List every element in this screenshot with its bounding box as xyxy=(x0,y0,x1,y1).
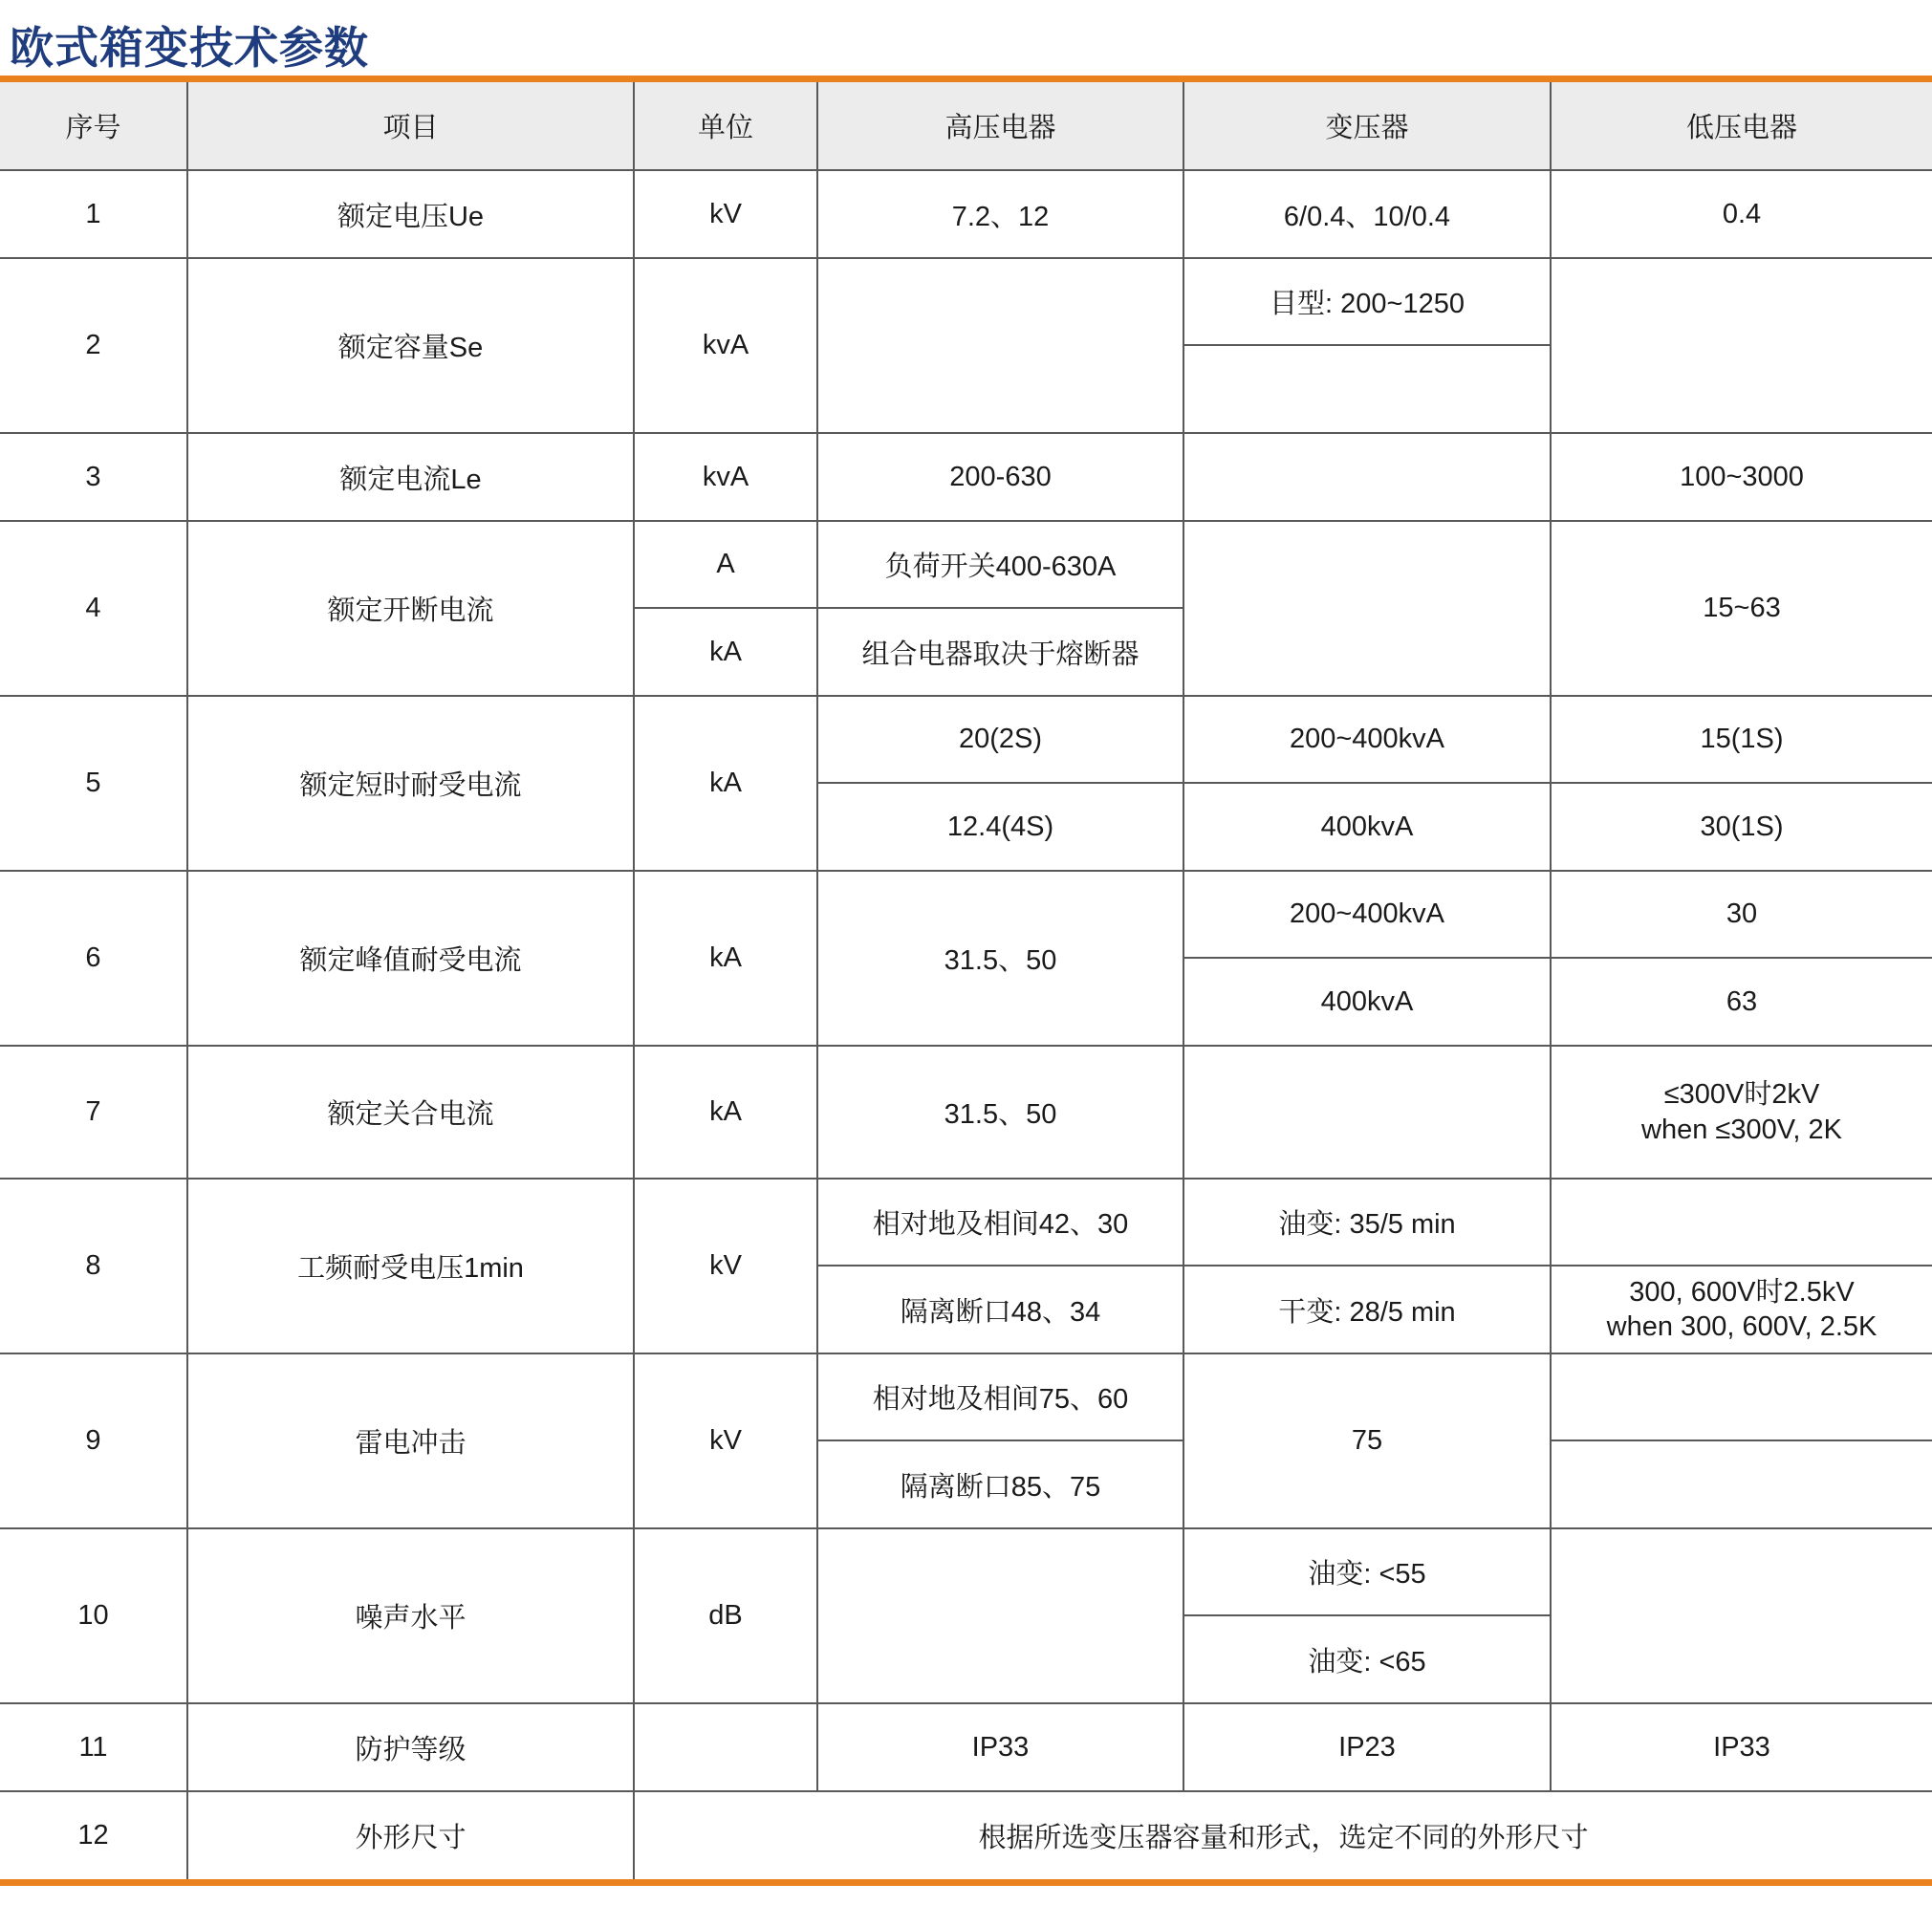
cell-6-no: 6 xyxy=(0,871,187,1046)
cell-12-merged: 根据所选变压器容量和形式，选定不同的外形尺寸 xyxy=(634,1791,1932,1879)
cell-8-no: 8 xyxy=(0,1179,187,1353)
cell-1-item: 额定电压Ue xyxy=(187,170,634,258)
cell-7-item: 额定关合电流 xyxy=(187,1046,634,1179)
cell-6-hv: 31.5、50 xyxy=(817,871,1183,1046)
cell-8-lv-bottom-line2: when 300, 600V, 2.5K xyxy=(1606,1311,1878,1342)
cell-11-unit-empty xyxy=(634,1703,817,1791)
cell-5-lv-bottom: 30(1S) xyxy=(1551,783,1932,871)
cell-9-hv-top: 相对地及相间75、60 xyxy=(817,1353,1183,1440)
cell-4-item: 额定开断电流 xyxy=(187,521,634,696)
cell-9-transformer: 75 xyxy=(1183,1353,1551,1528)
cell-9-lv-bottom-empty xyxy=(1551,1440,1932,1528)
cell-10-item: 噪声水平 xyxy=(187,1528,634,1703)
cell-8-lv-top-empty xyxy=(1551,1179,1932,1266)
row-7 xyxy=(0,1046,1932,1179)
header-hv: 高压电器 xyxy=(817,82,1183,170)
cell-9-no: 9 xyxy=(0,1353,187,1528)
row-6 xyxy=(0,871,1932,958)
page-title: 欧式箱变技术参数 xyxy=(10,23,369,73)
cell-6-lv-bottom: 63 xyxy=(1551,958,1932,1046)
cell-9-lv-top-empty xyxy=(1551,1353,1932,1440)
cell-10-transformer-bottom: 油变: <65 xyxy=(1183,1615,1551,1703)
row-11 xyxy=(0,1703,1932,1791)
cell-4-hv-top: 负荷开关400-630A xyxy=(817,521,1183,608)
cell-7-unit: kA xyxy=(634,1046,817,1179)
header-unit: 单位 xyxy=(634,82,817,170)
cell-12-item: 外形尺寸 xyxy=(187,1791,634,1879)
cell-10-hv-empty xyxy=(817,1528,1183,1703)
cell-11-hv: IP33 xyxy=(817,1703,1183,1791)
cell-8-lv-bottom xyxy=(1551,1266,1932,1353)
cell-8-hv-bottom: 隔离断口48、34 xyxy=(817,1266,1183,1353)
cell-8-transformer-top: 油变: 35/5 min xyxy=(1183,1179,1551,1266)
cell-2-lv-empty xyxy=(1551,258,1932,433)
cell-5-no: 5 xyxy=(0,696,187,871)
cell-11-lv: IP33 xyxy=(1551,1703,1932,1791)
row-1 xyxy=(0,170,1932,258)
cell-4-no: 4 xyxy=(0,521,187,696)
header-transformer: 变压器 xyxy=(1183,82,1551,170)
cell-1-no: 1 xyxy=(0,170,187,258)
cell-7-lv xyxy=(1551,1046,1932,1179)
cell-4-unit-bottom: kA xyxy=(634,608,817,696)
cell-8-item: 工频耐受电压1min xyxy=(187,1179,634,1353)
row-9 xyxy=(0,1353,1932,1440)
cell-2-no: 2 xyxy=(0,258,187,433)
tech-params-table xyxy=(0,82,1932,1879)
row-12 xyxy=(0,1791,1932,1879)
cell-6-item: 额定峰值耐受电流 xyxy=(187,871,634,1046)
cell-10-unit: dB xyxy=(634,1528,817,1703)
cell-1-hv: 7.2、12 xyxy=(817,170,1183,258)
cell-6-transformer-top: 200~400kvA xyxy=(1183,871,1551,958)
cell-5-unit: kA xyxy=(634,696,817,871)
cell-2-unit: kvA xyxy=(634,258,817,433)
cell-4-lv: 15~63 xyxy=(1551,521,1932,696)
cell-7-no: 7 xyxy=(0,1046,187,1179)
row-4 xyxy=(0,521,1932,608)
cell-5-hv-top: 20(2S) xyxy=(817,696,1183,783)
header-no: 序号 xyxy=(0,82,187,170)
row-5 xyxy=(0,696,1932,783)
cell-12-no: 12 xyxy=(0,1791,187,1879)
cell-6-transformer-bottom: 400kvA xyxy=(1183,958,1551,1046)
cell-7-transformer-empty xyxy=(1183,1046,1551,1179)
cell-11-transformer: IP23 xyxy=(1183,1703,1551,1791)
cell-11-item: 防护等级 xyxy=(187,1703,634,1791)
cell-7-lv-line1: ≤300V时2kV xyxy=(1663,1079,1820,1111)
cell-4-transformer-empty xyxy=(1183,521,1551,696)
cell-5-transformer-top: 200~400kvA xyxy=(1183,696,1551,783)
cell-8-unit: kV xyxy=(634,1179,817,1353)
cell-4-hv-bottom: 组合电器取决于熔断器 xyxy=(817,608,1183,696)
cell-8-hv-top: 相对地及相间42、30 xyxy=(817,1179,1183,1266)
cell-5-transformer-bottom: 400kvA xyxy=(1183,783,1551,871)
cell-1-transformer: 6/0.4、10/0.4 xyxy=(1183,170,1551,258)
row-3 xyxy=(0,433,1932,521)
cell-11-no: 11 xyxy=(0,1703,187,1791)
cell-7-hv: 31.5、50 xyxy=(817,1046,1183,1179)
cell-6-unit: kA xyxy=(634,871,817,1046)
cell-3-item: 额定电流Le xyxy=(187,433,634,521)
cell-10-no: 10 xyxy=(0,1528,187,1703)
top-accent-bar xyxy=(0,76,1932,82)
cell-1-unit: kV xyxy=(634,170,817,258)
cell-8-lv-bottom-line1: 300, 600V时2.5kV xyxy=(1629,1276,1855,1308)
cell-6-lv-top: 30 xyxy=(1551,871,1932,958)
header-lv: 低压电器 xyxy=(1551,82,1932,170)
header-row xyxy=(0,82,1932,170)
cell-5-item: 额定短时耐受电流 xyxy=(187,696,634,871)
cell-3-no: 3 xyxy=(0,433,187,521)
row-2 xyxy=(0,258,1932,345)
cell-2-hv-empty xyxy=(817,258,1183,433)
cell-3-unit: kvA xyxy=(634,433,817,521)
cell-2-transformer-top: 目型: 200~1250 xyxy=(1183,258,1551,345)
row-8 xyxy=(0,1179,1932,1266)
cell-8-transformer-bottom: 干变: 28/5 min xyxy=(1183,1266,1551,1353)
cell-10-lv-empty xyxy=(1551,1528,1932,1703)
cell-2-item: 额定容量Se xyxy=(187,258,634,433)
cell-10-transformer-top: 油变: <55 xyxy=(1183,1528,1551,1615)
row-10 xyxy=(0,1528,1932,1615)
header-item: 项目 xyxy=(187,82,634,170)
cell-3-lv: 100~3000 xyxy=(1551,433,1932,521)
cell-3-transformer-empty xyxy=(1183,433,1551,521)
cell-7-lv-line2: when ≤300V, 2K xyxy=(1641,1114,1842,1145)
cell-3-hv: 200-630 xyxy=(817,433,1183,521)
cell-9-unit: kV xyxy=(634,1353,817,1528)
cell-9-hv-bottom: 隔离断口85、75 xyxy=(817,1440,1183,1528)
cell-5-lv-top: 15(1S) xyxy=(1551,696,1932,783)
cell-2-transformer-bottom-empty xyxy=(1183,345,1551,433)
cell-5-hv-bottom: 12.4(4S) xyxy=(817,783,1183,871)
cell-1-lv: 0.4 xyxy=(1551,170,1932,258)
bottom-accent-bar xyxy=(0,1879,1932,1886)
cell-9-item: 雷电冲击 xyxy=(187,1353,634,1528)
cell-4-unit-top: A xyxy=(634,521,817,608)
